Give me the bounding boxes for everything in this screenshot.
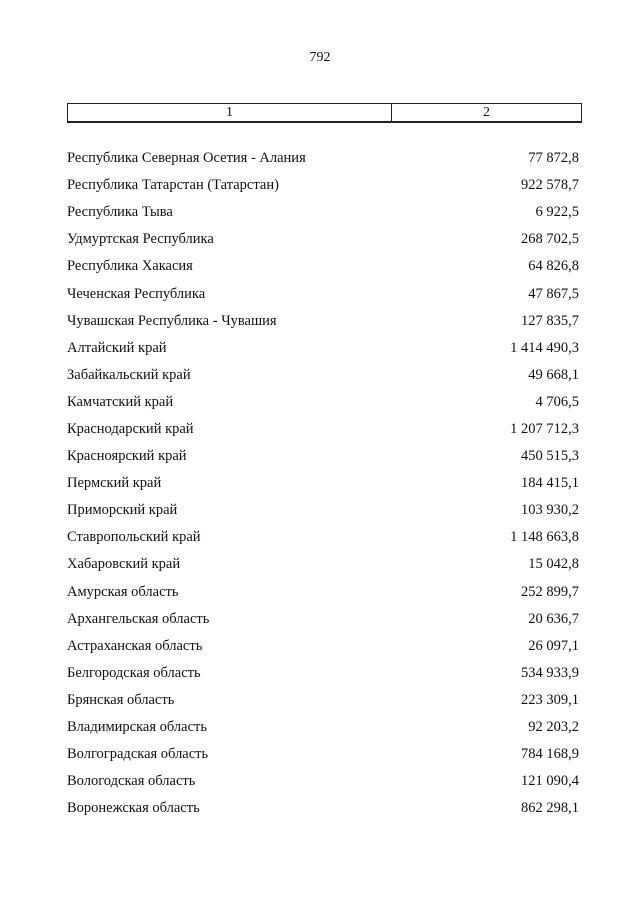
region-name: Пермский край: [67, 475, 162, 492]
region-value: 1 414 490,3: [510, 339, 579, 356]
region-value: 15 042,8: [528, 556, 579, 573]
region-value: 47 867,5: [528, 285, 579, 302]
header-column-1: 1: [68, 104, 392, 121]
region-name: Камчатский край: [67, 393, 174, 410]
table-row: [67, 226, 579, 253]
region-value: 20 636,7: [528, 610, 579, 627]
table-row: [67, 335, 579, 362]
region-name: Чеченская Республика: [67, 285, 206, 302]
header-column-2: 2: [483, 104, 490, 120]
table-row: [67, 362, 579, 389]
region-value: 1 148 663,8: [510, 529, 579, 546]
table-row: [67, 551, 579, 578]
region-name: Забайкальский край: [67, 366, 191, 383]
region-name: Вологодская область: [67, 773, 196, 790]
table-row: [67, 389, 579, 416]
region-value: 77 872,8: [528, 150, 579, 167]
region-name: Белгородская область: [67, 664, 201, 681]
region-value: 4 706,5: [535, 393, 579, 410]
region-value: 184 415,1: [521, 475, 579, 492]
region-value: 862 298,1: [521, 800, 579, 817]
table-row: [67, 606, 579, 633]
region-value: 49 668,1: [528, 366, 579, 383]
region-value: 268 702,5: [521, 231, 579, 248]
region-name: Воронежская область: [67, 800, 200, 817]
region-name: Брянская область: [67, 691, 175, 708]
table-row: [67, 443, 579, 470]
region-name: Республика Татарстан (Татарстан): [67, 177, 279, 194]
table-row: [67, 172, 579, 199]
region-name: Алтайский край: [67, 339, 167, 356]
table-row: [67, 741, 579, 768]
region-value: 784 168,9: [521, 746, 579, 763]
region-value: 450 515,3: [521, 448, 579, 465]
region-name: Краснодарский край: [67, 420, 194, 437]
region-name: Республика Тыва: [67, 204, 173, 221]
region-name: Республика Хакасия: [67, 258, 193, 275]
region-name: Красноярский край: [67, 448, 187, 465]
region-value: 252 899,7: [521, 583, 579, 600]
page-number: 792: [309, 50, 331, 65]
region-name: Волгоградская область: [67, 746, 209, 763]
table-row: [67, 687, 579, 714]
region-name: Астраханская область: [67, 637, 203, 654]
region-name: Чувашская Республика - Чувашия: [67, 312, 277, 329]
region-value: 534 933,9: [521, 664, 579, 681]
table-row: [67, 145, 579, 172]
region-name: Амурская область: [67, 583, 179, 600]
table-row: [67, 633, 579, 660]
region-name: Хабаровский край: [67, 556, 181, 573]
table-row: [67, 470, 579, 497]
table-row: [67, 308, 579, 335]
region-value: 1 207 712,3: [510, 420, 579, 437]
region-name: Приморский край: [67, 502, 178, 519]
table-header: [67, 103, 582, 123]
table-row: [67, 199, 579, 226]
table-row: [67, 416, 579, 443]
table-row: [67, 714, 579, 741]
region-value: 64 826,8: [528, 258, 579, 275]
table-row: [67, 497, 579, 524]
table-row: [67, 524, 579, 551]
region-value: 127 835,7: [521, 312, 579, 329]
region-value: 6 922,5: [535, 204, 579, 221]
region-name: Архангельская область: [67, 610, 210, 627]
region-name: Удмуртская Республика: [67, 231, 214, 248]
table-row: [67, 253, 579, 280]
region-value: 121 090,4: [521, 773, 579, 790]
table-row: [67, 660, 579, 687]
region-value: 103 930,2: [521, 502, 579, 519]
region-name: Владимирская область: [67, 719, 207, 736]
table-body: [67, 145, 579, 822]
region-value: 922 578,7: [521, 177, 579, 194]
region-value: 223 309,1: [521, 691, 579, 708]
region-value: 26 097,1: [528, 637, 579, 654]
table-row: [67, 579, 579, 606]
table-row: [67, 280, 579, 307]
region-value: 92 203,2: [528, 719, 579, 736]
region-name: Ставропольский край: [67, 529, 201, 546]
region-name: Республика Северная Осетия - Алания: [67, 150, 306, 167]
table-row: [67, 795, 579, 822]
table-row: [67, 768, 579, 795]
